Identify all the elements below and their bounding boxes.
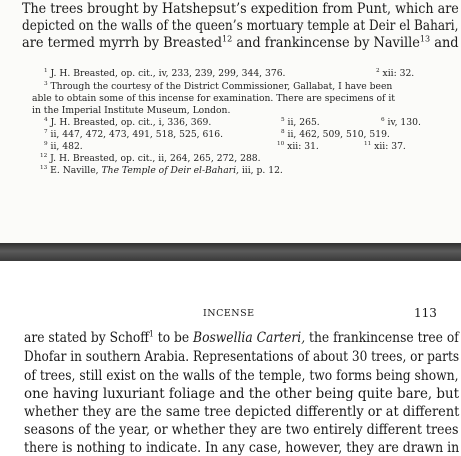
body-text-line — [24, 330, 459, 346]
footnote-marker: 5 — [281, 116, 285, 123]
footnote-marker: 13 — [40, 164, 48, 171]
body-text: and frankincense by Naville — [232, 35, 420, 51]
footnote-7 — [44, 129, 223, 140]
footnote-8 — [281, 129, 390, 140]
body-text-line: one having luxuriant foliage and the other being quite bare, but — [24, 386, 460, 402]
footnote-marker: 4 — [44, 116, 48, 123]
footnote-5 — [281, 117, 320, 128]
footnote-text: ii, 482. — [50, 141, 83, 152]
footnote-12 — [40, 153, 261, 164]
body-text: and — [430, 35, 459, 51]
footnote-text: ii, 265. — [287, 117, 320, 128]
footnote-text: iii, p. 12. — [241, 165, 283, 176]
footnote-marker: 12 — [40, 152, 48, 159]
footnote-13 — [40, 165, 283, 176]
body-text-line: seasons of the year, or whether they are two entirely different trees — [24, 422, 459, 438]
footnote-3-line-3: in the Imperial Institute Museum, London. — [32, 105, 231, 116]
body-text-line: Dhofar in southern Arabia. Representations of about 30 trees, or parts — [24, 349, 460, 365]
footnote-marker: 11 — [364, 140, 372, 147]
footnote-book-title: The Temple of Deir el-Bahari, — [101, 165, 239, 176]
body-text-line: of trees, still exist on the walls of the temple, two forms being shown, — [24, 368, 459, 384]
footnote-text: xii: 37. — [374, 141, 406, 152]
footnote-marker: 8 — [281, 128, 285, 135]
footnote-4 — [44, 117, 211, 128]
footnote-9 — [44, 141, 83, 152]
footnote-text: xii: 31. — [287, 141, 319, 152]
body-text-line: depicted on the walls of the queen’s mortuary temple at Deir el Bahari, — [22, 18, 459, 34]
footnote-text: J. H. Breasted, op. cit., i, 336, 369. — [50, 117, 212, 128]
page-break-divider — [0, 243, 461, 261]
footnote-text: J. H. Breasted, op. cit., ii, 264, 265, 272, 288. — [50, 153, 261, 164]
footnote-text: E. Naville, — [50, 165, 99, 176]
footnote-marker: 10 — [277, 140, 285, 147]
footnote-6 — [381, 117, 421, 128]
body-text-line: The trees brought by Hatshepsut’s expedition from Punt, which are — [22, 1, 459, 17]
footnote-text: ii, 462, 509, 510, 519. — [287, 129, 390, 140]
page-number: 113 — [414, 306, 437, 320]
footnote-text: iv, 130. — [387, 117, 421, 128]
footnote-marker: 7 — [44, 128, 48, 135]
running-head: INCENSE — [203, 308, 255, 319]
species-name: Boswellia Carteri, — [193, 330, 306, 346]
footnote-1 — [44, 68, 285, 79]
body-text: are termed myrrh by Breasted — [22, 35, 223, 51]
body-text-line: there is nothing to indicate. In any case, however, they are drawn in — [24, 440, 460, 456]
footnote-marker: 3 — [44, 80, 48, 87]
footnote-ref: 13 — [419, 33, 431, 44]
footnote-text: xii: 32. — [382, 68, 415, 79]
body-text-line: whether they are the same tree depicted differently or at different — [24, 404, 460, 420]
footnote-3-line-2: able to obtain some of this incense for examination. There are specimens of it — [32, 93, 396, 104]
footnote-ref: 12 — [222, 33, 233, 44]
footnote-10 — [277, 141, 319, 152]
footnote-marker: 6 — [381, 116, 385, 123]
body-text: to be — [153, 330, 194, 346]
footnote-ref: 1 — [149, 328, 154, 339]
footnote-text: J. H. Breasted, op. cit., iv, 233, 239, 299, 344, 376. — [50, 68, 286, 79]
footnote-marker: 9 — [44, 140, 48, 147]
footnote-marker: 2 — [376, 67, 380, 74]
footnote-3 — [44, 81, 392, 92]
body-text: are stated by Schoff — [24, 330, 150, 346]
body-text: the frankincense tree of — [305, 330, 459, 346]
footnote-marker: 1 — [44, 67, 48, 74]
footnote-text: Through the courtesy of the District Commissioner, Gallabat, I have been — [50, 81, 393, 92]
footnote-11 — [364, 141, 406, 152]
footnote-2 — [376, 68, 414, 79]
footnote-text: ii, 447, 472, 473, 491, 518, 525, 616. — [50, 129, 223, 140]
body-text-line — [22, 35, 459, 51]
